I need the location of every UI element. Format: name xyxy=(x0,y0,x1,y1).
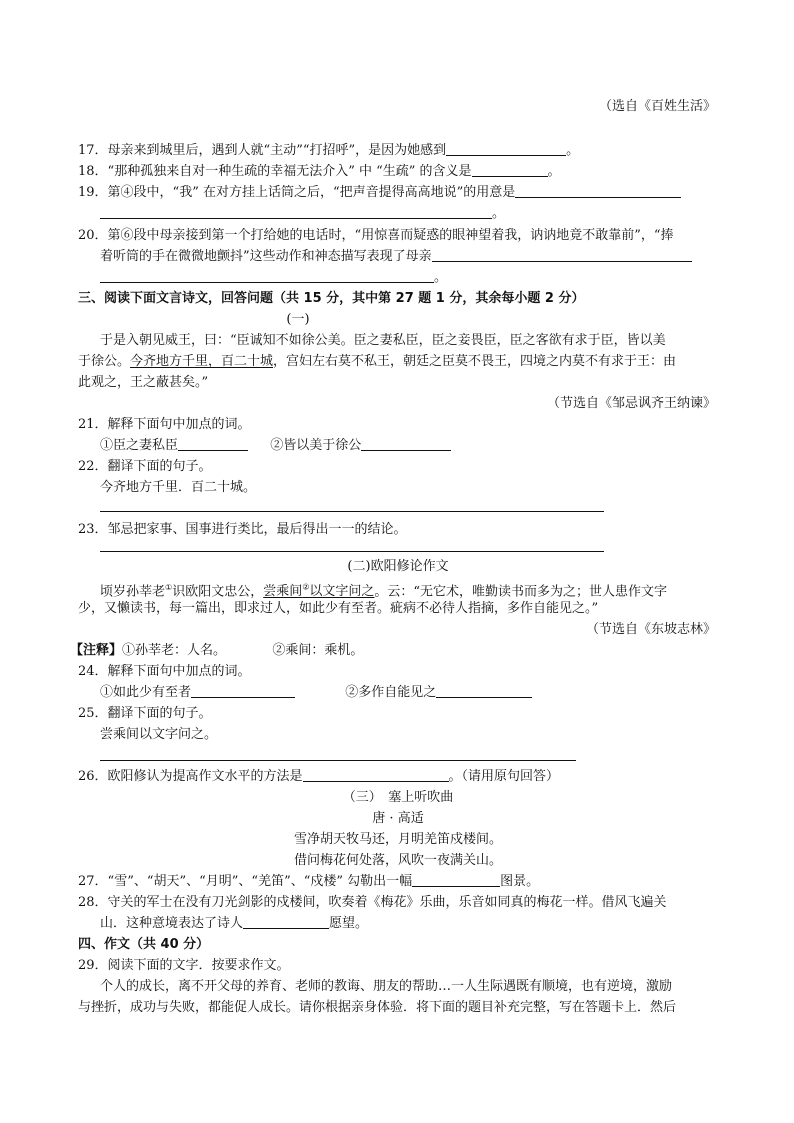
answer-blank-18[interactable] xyxy=(472,162,548,177)
question-27: 27．“雪”、“胡天”、“月明”、“羌笛”、“戍楼” 勾勒出一幅 图景。 xyxy=(78,874,540,889)
question-24: 24．解释下面句中加点的词。 xyxy=(78,664,251,679)
question-22: 22．翻译下面的句子。 xyxy=(78,459,212,474)
question-19: 19．第④段中，“我” 在对方挂上话筒之后，“把声音提得高高地说”的用意是 xyxy=(78,182,681,203)
section-3-title: 三、阅读下面文言诗文，回答问题（共 15 分，其中第 27 题 1 分，其余每小题 2 分） xyxy=(78,291,585,306)
question-22-sentence: 今齐地方千里．百二十城。 xyxy=(100,480,257,495)
question-19-line2: 。 xyxy=(100,203,505,224)
question-28: 28．守关的军士在没有刀光剑影的戍楼间，吹奏着《梅花》乐曲，乐音如同真的梅花一样。借风飞遍关 xyxy=(78,895,667,910)
question-26: 26．欧阳修认为提高作文水平的方法是 。（请用原句回答） xyxy=(78,769,560,784)
question-20: 20．第⑥段中母亲接到第一个打给她的电话时，“用惊喜而疑惑的眼神望着我，讷讷地竟不敢靠前”，“捧 xyxy=(78,228,674,243)
answer-blank-24a[interactable] xyxy=(191,683,295,698)
question-29: 29．阅读下面的文字．按要求作文。 xyxy=(78,958,290,973)
question-21: 21．解释下面句中加点的词。 xyxy=(78,417,251,432)
answer-blank-20a[interactable] xyxy=(432,247,692,262)
passage-1-line1: 于是入朝见威王，曰：“臣诚知不如徐公美。臣之妻私臣，臣之妾畏臣，臣之客欲有求于臣，皆以美 xyxy=(100,333,666,348)
passage-2-line1: 顷岁孙莘老①识欧阳文忠公，尝乘间②以文字问之。云：“无它术，唯勤读书而多为之；世人患作文字 xyxy=(100,583,668,600)
question-23: 23．邹忌把家事、国事进行类比，最后得出一一的结论。 xyxy=(78,522,407,537)
source-top: （选自《百姓生活》 xyxy=(598,99,716,114)
question-28-line2: 山．这种意境表达了诗人 愿望。 xyxy=(100,916,369,931)
answer-blank-27[interactable] xyxy=(412,872,500,887)
poem-line-1: 雪净胡天牧马还，月明羌笛戍楼间。 xyxy=(293,832,502,847)
question-21-items: ①臣之妻私臣 ②皆以美于徐公 xyxy=(100,435,451,456)
answer-blank-19b[interactable] xyxy=(100,204,492,219)
answer-blank-19a[interactable] xyxy=(515,183,681,198)
annotation: 【注释】①孙莘老：人名。 ②乘间：乘机。 xyxy=(70,643,364,658)
question-25: 25．翻译下面的句子。 xyxy=(78,706,212,721)
answer-blank-20b[interactable] xyxy=(100,268,434,283)
source-1: （节选自《邹忌讽齐王纳谏》 xyxy=(546,396,716,411)
question-18: 18．“那种孤独来自对一种生疏的幸福无法介入” 中 “生疏” 的含义是 。 xyxy=(78,164,561,179)
section-4-title: 四、作文（共 40 分） xyxy=(78,937,210,952)
question-24-items: ①如此少有至者 ②多作自能见之 xyxy=(100,682,532,703)
answer-line-25[interactable] xyxy=(100,760,576,761)
question-25-sentence: 尝乘间以文字问之。 xyxy=(100,727,218,742)
question-17: 17．母亲来到城里后，遇到人就“主动”“打招呼”，是因为她感到 。 xyxy=(78,143,580,158)
underlined-sentence-2: 尝乘间②以文字问之 xyxy=(263,583,375,600)
answer-line-23[interactable] xyxy=(100,551,604,552)
question-29-line1: 个人的成长，离不开父母的养育、老师的教诲、朋友的帮助…一人生际遇既有顺境，也有逆境，激励 xyxy=(100,979,673,994)
passage-1-line2: 于徐公。今齐地方千里，百二十城，宫妇左右莫不私王，朝廷之臣莫不畏王，四境之内莫不有求于王：由 xyxy=(78,354,677,369)
question-20-line3: 。 xyxy=(100,267,447,288)
question-29-line2: 与挫折，成功与失败，都能促人成长。请你根据亲身体验．将下面的题目补充完整，写在答题卡上．然后 xyxy=(78,1000,677,1015)
part-2-title: (二)欧阳修论作文 xyxy=(347,559,449,574)
passage-1-line3: 此观之，王之蔽甚矣。” xyxy=(78,375,209,390)
passage-2-line2: 少，又懒读书，每一篇出，即求过人，如此少有至者。疵病不必待人指摘，多作自能见之。” xyxy=(78,601,599,616)
answer-blank-21b[interactable] xyxy=(361,436,451,451)
answer-blank-26[interactable] xyxy=(303,767,449,782)
part-1-title: (一) xyxy=(286,312,310,327)
underlined-sentence-1: 今齐地方千里，百二十城 xyxy=(130,354,274,369)
poem-title: （三） 塞上听吹曲 xyxy=(342,790,454,805)
answer-blank-21a[interactable] xyxy=(178,436,248,451)
source-2: （节选自《东坡志林》 xyxy=(585,622,716,637)
poem-author: 唐 · 高适 xyxy=(372,811,424,826)
answer-line-22[interactable] xyxy=(100,511,604,512)
answer-blank-28[interactable] xyxy=(243,914,329,929)
poem-line-2: 借问梅花何处落，风吹一夜满关山。 xyxy=(293,853,502,868)
answer-blank-17[interactable] xyxy=(446,141,566,156)
answer-blank-24b[interactable] xyxy=(436,683,532,698)
question-20-line2: 着听筒的手在微微地颤抖”这些动作和神态描写表现了母亲 xyxy=(100,246,692,267)
